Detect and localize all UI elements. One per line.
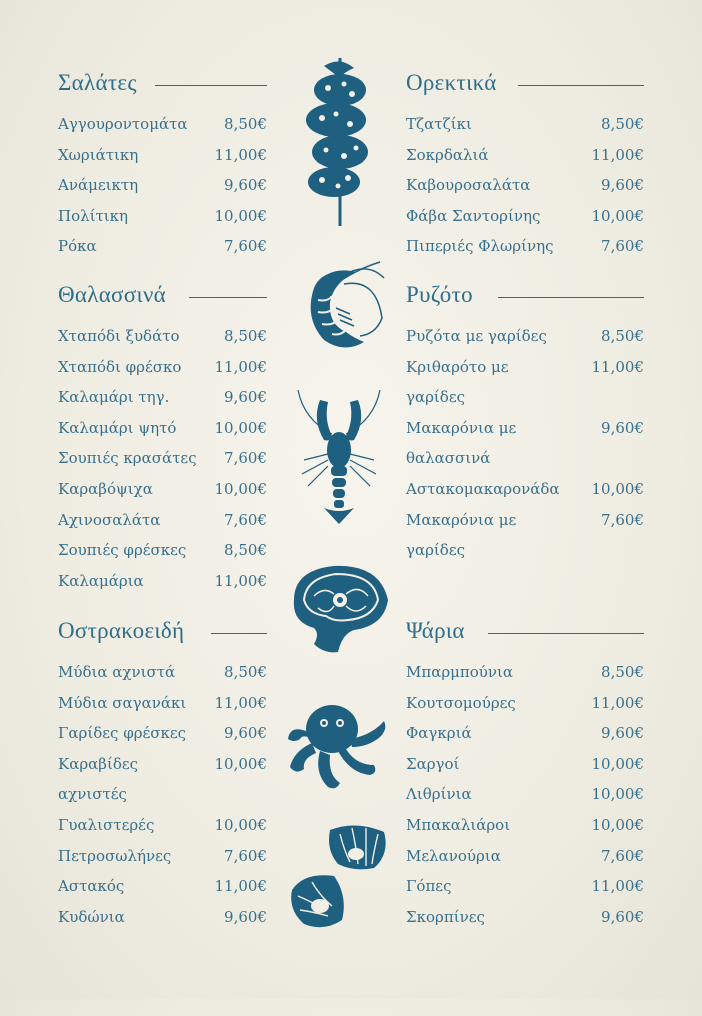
menu-item-name: Μύδια αχνιστά (58, 663, 176, 681)
menu-item-price: 8,50€ (601, 327, 644, 345)
menu-item-price: 9,60€ (224, 724, 267, 743)
menu-item-price: 10,00€ (214, 754, 267, 773)
menu-item (58, 204, 267, 234)
menu-item (58, 569, 267, 599)
menu-item-name: Σοκρδαλιά (406, 145, 489, 164)
menu-item-name: θαλασσινά (406, 449, 491, 468)
menu-item (58, 234, 267, 264)
menu-item-name: Κριθαρότο με (406, 357, 509, 376)
menu-item-price: 11,00€ (214, 145, 267, 164)
menu-item-price: 10,00€ (214, 816, 267, 834)
menu-item-price: 10,00€ (214, 206, 267, 225)
menu-item (58, 508, 267, 538)
section-divider (211, 633, 267, 634)
menu-item-price: 11,00€ (591, 145, 644, 164)
menu-item-name: Πετροσωλήνες (58, 846, 172, 865)
menu-item-name: Καλαμάρι ψητό (58, 418, 177, 437)
menu-item-price: 8,50€ (601, 663, 644, 681)
menu-item (406, 813, 644, 843)
menu-item (406, 721, 644, 751)
menu-item-price: 9,60€ (601, 907, 644, 926)
menu-item-price: 9,60€ (224, 176, 267, 195)
menu-item (406, 691, 644, 721)
menu-item-price: 10,00€ (591, 206, 644, 225)
menu-item-name: Πιπεριές Φλωρίνης (406, 237, 554, 256)
menu-item (58, 324, 267, 354)
menu-item-name: Φάβα Σαντορίνης (406, 206, 541, 225)
menu-item-name: Τζατζίκι (406, 115, 472, 133)
menu-item (406, 446, 644, 476)
menu-item (58, 905, 267, 935)
section-divider (498, 297, 644, 298)
menu-item-name: Χταπόδι ξυδάτο (58, 327, 180, 345)
menu-item-price: 11,00€ (214, 693, 267, 712)
menu-item-name: Μελανούρια (406, 846, 501, 865)
menu-item-price: 11,00€ (214, 877, 267, 896)
menu-item (406, 660, 644, 690)
menu-item-name: Αχινοσαλάτα (58, 510, 161, 529)
menu-item-price: 9,60€ (601, 418, 644, 437)
menu-item-price: 8,50€ (224, 327, 267, 345)
menu-item-price: 7,60€ (601, 846, 644, 865)
menu-item (58, 874, 267, 904)
menu-item-name: Χωριάτικη (58, 145, 139, 164)
menu-item-price: 10,00€ (591, 785, 644, 804)
menu-item (406, 324, 644, 354)
menu-item (406, 874, 644, 904)
menu-item (58, 660, 267, 690)
menu-item-name: Καλαμάρια (58, 571, 144, 590)
section-title: Ορεκτικά (406, 70, 497, 95)
menu-item-name: Ρόκα (58, 237, 97, 256)
menu-item-price: 7,60€ (224, 449, 267, 468)
menu-item-price: 9,60€ (601, 724, 644, 743)
menu-item-name: Χταπόδι φρέσκο (58, 357, 182, 376)
menu-item-name: Ρυζότα με γαρίδες (406, 327, 547, 345)
menu-item (406, 355, 644, 385)
menu-item (58, 477, 267, 507)
menu-item (58, 143, 267, 173)
menu-item (58, 385, 267, 415)
octopus-icon (284, 695, 394, 805)
scallop-shells-icon (284, 820, 394, 945)
section-title: Ρυζότο (406, 282, 473, 307)
menu-item (406, 173, 644, 203)
menu-item-name: Μπακαλιάροι (406, 816, 511, 834)
menu-item-price: 7,60€ (224, 237, 267, 256)
menu-item-name: Κουτσομούρες (406, 693, 516, 712)
crayfish-icon (284, 390, 394, 530)
menu-item (58, 691, 267, 721)
section-header (58, 280, 267, 310)
menu-item-name: Φαγκριά (406, 724, 472, 743)
menu-item-name: αχνιστές (58, 785, 127, 804)
menu-item-name: Μπαρμπούνια (406, 663, 514, 681)
menu-item (58, 173, 267, 203)
menu-item-price: 8,50€ (224, 115, 267, 133)
menu-item-price: 10,00€ (591, 480, 644, 498)
section-psaria (406, 616, 644, 1016)
menu-item (406, 752, 644, 782)
menu-item-price: 11,00€ (214, 571, 267, 590)
menu-item-name: Αγγουροντομάτα (58, 115, 188, 133)
menu-item-name: Γυαλιστερές (58, 816, 155, 834)
menu-item-price: 11,00€ (591, 357, 644, 376)
squid-skewer-icon (284, 58, 394, 228)
menu-item-name: Ανάμεικτη (58, 176, 139, 195)
shrimp-icon (284, 248, 394, 358)
menu-item-price: 10,00€ (591, 816, 644, 834)
menu-item-name: Καλαμάρι τηγ. (58, 388, 170, 407)
menu-item-price: 9,60€ (601, 176, 644, 195)
menu-item-price: 9,60€ (224, 907, 267, 926)
section-header (58, 616, 267, 646)
menu-item (406, 234, 644, 264)
section-divider (518, 85, 644, 86)
menu-item-name: Γόπες (406, 877, 452, 896)
section-ostrakoeidi (58, 616, 267, 1016)
menu-item (58, 355, 267, 385)
section-header (406, 68, 644, 98)
section-title: Θαλασσινά (58, 282, 166, 307)
menu-item-name: Σουπιές κρασάτες (58, 449, 197, 468)
menu-item (406, 538, 644, 568)
menu-item-name: Σαργοί (406, 754, 460, 773)
menu-item-price: 7,60€ (601, 237, 644, 256)
section-title: Οστρακοειδή (58, 618, 185, 643)
menu-item (406, 905, 644, 935)
section-divider (488, 633, 644, 634)
section-header (58, 68, 267, 98)
menu-item-name: Αστακός (58, 877, 125, 896)
menu-item (58, 416, 267, 446)
menu-item-price: 11,00€ (591, 877, 644, 896)
menu-item-price: 10,00€ (214, 418, 267, 437)
section-divider (155, 85, 267, 86)
menu-item-name: Καραβίδες (58, 754, 139, 773)
menu-item-price: 8,50€ (224, 663, 267, 681)
menu-item (406, 844, 644, 874)
menu-item (406, 204, 644, 234)
menu-item-name: Μακαρόνια με (406, 510, 517, 529)
menu-item-name: Σκορπίνες (406, 907, 485, 926)
menu-item (406, 416, 644, 446)
menu-item-price: 9,60€ (224, 388, 267, 407)
section-title: Ψάρια (406, 618, 465, 643)
menu-item-price: 10,00€ (591, 754, 644, 773)
fish-steak-icon (284, 560, 394, 660)
menu-item (58, 112, 267, 142)
menu-item-name: Καβουροσαλάτα (406, 176, 531, 195)
menu-item-name: Σουπιές φρέσκες (58, 541, 187, 560)
section-header (406, 616, 644, 646)
menu-item-name: γαρίδες (406, 541, 465, 560)
menu-item (58, 752, 267, 782)
menu-item-name: Κυδώνια (58, 907, 125, 926)
menu-item (406, 508, 644, 538)
menu-item-price: 7,60€ (601, 510, 644, 529)
menu-item-name: Καραβόψιχα (58, 480, 153, 498)
menu-item-name: Γαρίδες φρέσκες (58, 724, 187, 743)
menu-item (58, 844, 267, 874)
section-divider (189, 297, 267, 298)
menu-item-price: 8,50€ (601, 115, 644, 133)
section-header (406, 280, 644, 310)
menu-item-price: 7,60€ (224, 510, 267, 529)
menu-item (406, 477, 644, 507)
menu-item (58, 721, 267, 751)
menu-item-name: Μακαρόνια με (406, 418, 517, 437)
menu-item (58, 813, 267, 843)
menu-item (406, 112, 644, 142)
menu-item-price: 11,00€ (214, 357, 267, 376)
menu-item-name: Μύδια σαγανάκι (58, 693, 187, 712)
menu-item-name: Λιθρίνια (406, 785, 472, 804)
menu-item (406, 782, 644, 812)
menu-item (58, 782, 267, 812)
menu-item-price: 7,60€ (224, 846, 267, 865)
menu-item-price: 8,50€ (224, 541, 267, 560)
menu-item (406, 385, 644, 415)
menu-item (58, 538, 267, 568)
menu-item (58, 446, 267, 476)
menu-item-price: 10,00€ (214, 480, 267, 498)
menu-item-price: 11,00€ (591, 693, 644, 712)
menu-item-name: Αστακομακαρονάδα (406, 480, 560, 498)
section-title: Σαλάτες (58, 70, 137, 95)
menu-item-name: γαρίδες (406, 388, 465, 407)
menu-item-name: Πολίτικη (58, 206, 129, 225)
menu-item (406, 143, 644, 173)
